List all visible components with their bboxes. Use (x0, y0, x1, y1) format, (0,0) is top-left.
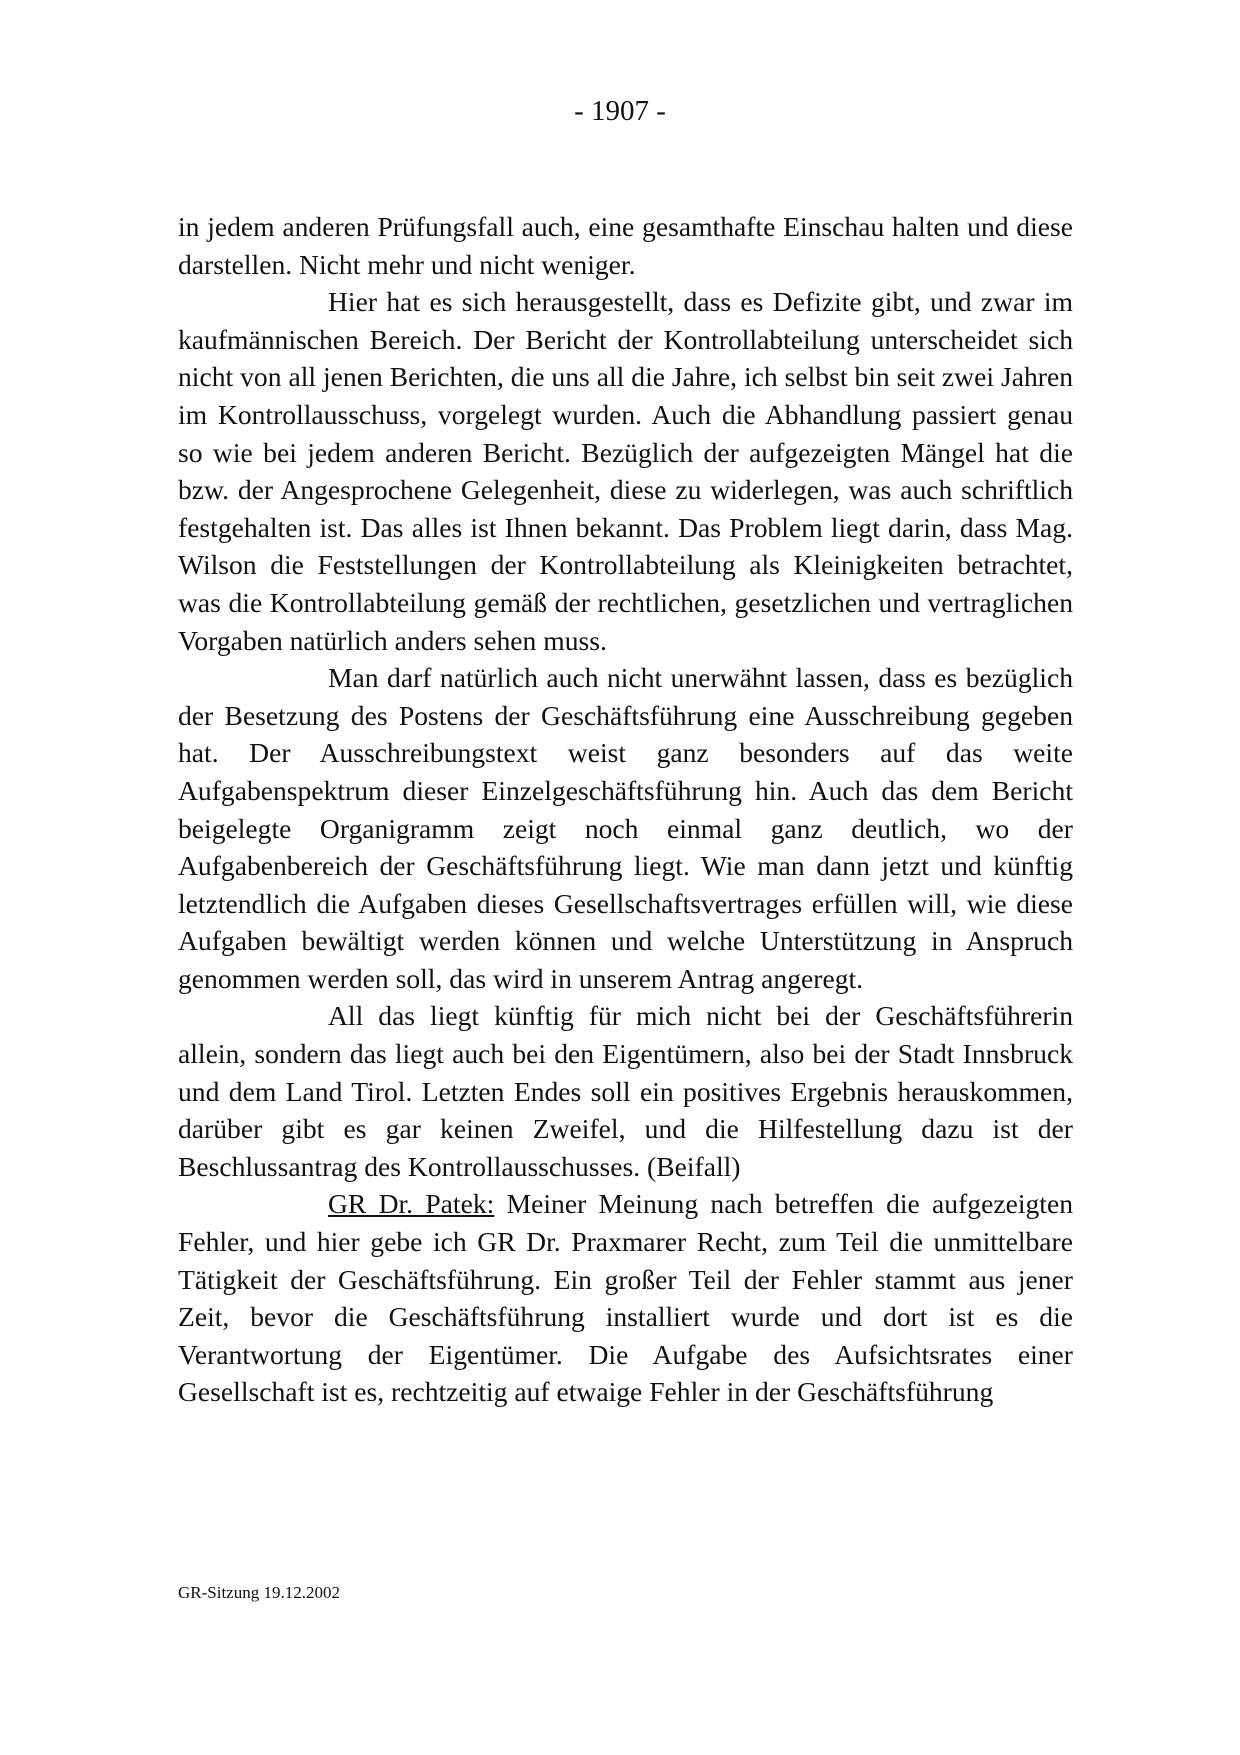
paragraph: Hier hat es sich herausgestellt, dass es Defizite gibt, und zwar im kaufmännischen Bereich. Der Bericht der Kontrollabteilung unterscheidet sich nicht von all jenen Berichten, die uns all die Jahre, ich selbst bin seit zwei Jahren im Kontrollausschuss, vorgelegt wurden. Auch die Abhandlung passiert genau so wie bei jedem anderen Bericht. Bezüglich der aufgezeigten Mängel hat die bzw. der Angesprochene Gelegenheit, diese zu widerlegen, was auch schriftlich festgehalten ist. Das alles ist Ihnen bekannt. Das Problem liegt darin, dass Mag. Wilson die Feststellungen der Kontrollabteilung als Kleinigkeiten betrachtet, was die Kontrollabteilung gemäß der rechtlichen, gesetzlichen und vertraglichen Vorgaben natürlich anders sehen muss. (178, 286, 1073, 656)
speaker-name: GR Dr. Patek: (328, 1188, 495, 1220)
speaker-paragraph (178, 1185, 1073, 1411)
speaker-statement: Meiner Meinung nach betreffen die aufgezeigten Fehler, und hier gebe ich GR Dr. Praxmarer Recht, zum Teil die unmittelbare Tätigkeit der Geschäftsführung. Ein großer Teil der Fehler stammt aus jener Zeit, bevor die Geschäftsführung installiert wurde und dort ist es die Verantwortung der Eigentümer. Die Aufgabe des Aufsichtsrates einer Gesellschaft ist es, rechtzeitig auf etwaige Fehler in der Geschäftsführung (178, 1188, 1073, 1408)
page-number: - 1907 - (574, 95, 666, 127)
paragraph: Man darf natürlich auch nicht unerwähnt lassen, dass es bezüglich der Besetzung des Postens der Geschäftsführung eine Ausschreibung gegeben hat. Der Ausschreibungstext weist ganz besonders auf das weite Aufgabenspektrum dieser Einzelgeschäftsführung hin. Auch das dem Bericht beigelegte Organigramm zeigt noch einmal ganz deutlich, wo der Aufgabenbereich der Geschäftsführung liegt. Wie man dann jetzt und künftig letztendlich die Aufgaben dieses Gesellschaftsvertrages erfüllen will, wie diese Aufgaben bewältigt werden können und welche Unterstützung in Anspruch genommen werden soll, das wird in unserem Antrag angeregt. (178, 662, 1073, 994)
paragraph-continuation: in jedem anderen Prüfungsfall auch, eine gesamthafte Einschau halten und diese darstellen. Nicht mehr und nicht weniger. (178, 211, 1073, 280)
document-body (178, 208, 1073, 1411)
paragraph: All das liegt künftig für mich nicht bei der Geschäftsführerin allein, sondern das liegt auch bei den Eigentümern, also bei der Stadt Innsbruck und dem Land Tirol. Letzten Endes soll ein positives Ergebnis herauskommen, darüber gibt es gar keinen Zweifel, und die Hilfestellung dazu ist der Beschlussantrag des Kontrollausschusses. (Beifall) (178, 1000, 1073, 1182)
footer-session-label: GR-Sitzung 19.12.2002 (178, 1583, 340, 1602)
